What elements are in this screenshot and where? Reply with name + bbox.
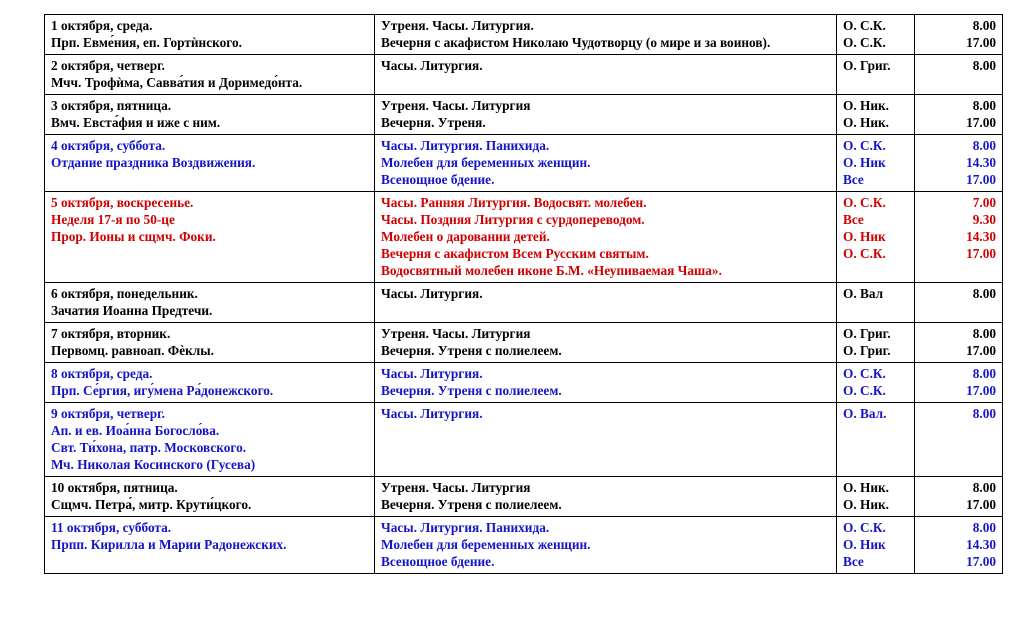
time-line: 9.30 [972,212,996,228]
services-cell [375,135,837,192]
time-cell [915,135,1003,192]
table-row [45,363,1003,403]
services-cell [375,323,837,363]
table-row [45,55,1003,95]
priest-cell [837,192,915,283]
date-line: Прор. Ионы и сщмч. Фоки. [51,229,216,245]
date-line: Прп. Евме́ния, еп. Гортѝнского. [51,35,242,51]
date-cell [45,517,375,574]
priest-cell [837,323,915,363]
time-cell [915,517,1003,574]
schedule-table [44,14,1003,574]
priest-line: О. Ник [843,229,886,245]
date-cell [45,55,375,95]
date-line: Сщмч. Петра́, митр. Крути́цкого. [51,497,252,513]
priest-cell [837,283,915,323]
table-row [45,283,1003,323]
time-line: 17.00 [966,246,996,262]
priest-line: О. С.К. [843,35,886,51]
priest-line: О. С.К. [843,520,886,536]
service-line: Вечерня с акафистом Всем Русским святым. [381,246,649,262]
service-line: Водосвятный молебен иконе Б.М. «Неупиваемая Чаша». [381,263,722,279]
service-line: Часы. Литургия. Панихида. [381,138,550,154]
priest-line: О. С.К. [843,18,886,33]
date-line: 1 октября, среда. [51,18,153,33]
time-cell [915,15,1003,55]
services-cell [375,517,837,574]
time-line: 8.00 [972,520,996,536]
date-line: Зачатия Иоанна Предтечи. [51,303,213,319]
date-line: Свт. Ти́хона, патр. Московского. [51,440,247,456]
date-cell [45,135,375,192]
service-line: Утреня. Часы. Литургия. [381,18,534,33]
priest-line: О. Ник. [843,480,889,496]
priest-line: О. Вал [843,286,884,302]
service-line: Часы. Литургия. [381,366,483,382]
time-line: 8.00 [972,286,996,302]
table-row [45,323,1003,363]
time-line: 8.00 [972,58,996,74]
table-row [45,192,1003,283]
time-cell [915,95,1003,135]
services-cell [375,363,837,403]
date-cell [45,15,375,55]
time-line: 8.00 [972,406,996,422]
priest-line: О. Ник. [843,115,889,131]
time-line: 17.00 [966,115,996,131]
table-row [45,95,1003,135]
date-line: 8 октября, среда. [51,366,153,382]
table-row [45,477,1003,517]
time-line: 7.00 [972,195,996,211]
priest-line: О. С.К. [843,366,886,382]
date-line: Ап. и ев. Иоа́нна Богосло́ва. [51,423,220,439]
service-line: Вечерня с акафистом Николаю Чудотворцу (о мире и за воинов). [381,35,771,51]
priest-line: О. С.К. [843,138,886,154]
service-line: Часы. Ранняя Литургия. Водосвят. молебен. [381,195,647,211]
time-line: 8.00 [972,138,996,154]
table-row [45,517,1003,574]
date-line: Неделя 17-я по 50-це [51,212,175,228]
time-cell [915,55,1003,95]
table-row [45,15,1003,55]
time-line: 8.00 [972,366,996,382]
service-line: Молебен о даровании детей. [381,229,550,245]
priest-line: Все [843,554,864,570]
priest-cell [837,403,915,477]
date-cell [45,95,375,135]
priest-line: О. Ник [843,155,886,171]
time-cell [915,363,1003,403]
date-line: 11 октября, суббота. [51,520,172,536]
time-line: 17.00 [966,383,996,399]
priest-line: О. Ник. [843,98,889,114]
service-line: Часы. Литургия. [381,286,483,302]
date-cell [45,363,375,403]
time-line: 17.00 [966,35,996,51]
time-line: 14.30 [966,229,996,245]
date-line: 5 октября, воскресенье. [51,195,194,211]
date-line: 10 октября, пятница. [51,480,178,496]
service-line: Утреня. Часы. Литургия [381,480,531,496]
date-line: Вмч. Евста́фия и иже с ним. [51,115,221,131]
date-line: Мч. Николая Косинского (Гусева) [51,457,256,473]
date-line: 4 октября, суббота. [51,138,166,154]
service-line: Молебен для беременных женщин. [381,537,591,553]
date-line: Отдание праздника Воздвижения. [51,155,256,171]
table-row [45,135,1003,192]
service-line: Вечерня. Утреня. [381,115,486,131]
time-line: 8.00 [972,18,996,33]
service-line: Часы. Литургия. [381,406,483,422]
service-line: Вечерня. Утреня с полиелеем. [381,383,562,399]
priest-line: Все [843,212,864,228]
time-cell [915,192,1003,283]
service-line: Часы. Поздняя Литургия с сурдопереводом. [381,212,645,228]
priest-line: О. Ник. [843,497,889,513]
priest-cell [837,95,915,135]
priest-line: О. Вал. [843,406,887,422]
time-line: 8.00 [972,98,996,114]
services-cell [375,477,837,517]
services-cell [375,403,837,477]
services-cell [375,15,837,55]
time-cell [915,283,1003,323]
time-line: 17.00 [966,172,996,188]
services-cell [375,55,837,95]
service-line: Часы. Литургия. [381,58,483,74]
priest-line: Все [843,172,864,188]
date-cell [45,323,375,363]
priest-line: О. С.К. [843,246,886,262]
time-cell [915,403,1003,477]
date-line: Первомц. равноап. Фѐклы. [51,343,214,359]
priest-line: О. Григ. [843,343,891,359]
services-cell [375,283,837,323]
date-line: Прп. Се́ргия, игу́мена Ра́донежского. [51,383,274,399]
date-cell [45,477,375,517]
priest-line: О. С.К. [843,195,886,211]
time-line: 8.00 [972,480,996,496]
service-line: Всенощное бдение. [381,172,495,188]
priest-line: О. Григ. [843,58,891,74]
table-row [45,403,1003,477]
date-cell [45,403,375,477]
priest-cell [837,55,915,95]
time-line: 8.00 [972,326,996,342]
date-line: 2 октября, четверг. [51,58,165,74]
date-line: Прпп. Кирилла и Марии Радонежских. [51,537,287,553]
service-line: Утреня. Часы. Литургия [381,326,531,342]
priest-line: О. Ник [843,537,886,553]
priest-cell [837,15,915,55]
services-cell [375,192,837,283]
date-line: 7 октября, вторник. [51,326,171,342]
time-line: 17.00 [966,343,996,359]
time-cell [915,477,1003,517]
service-line: Вечерня. Утреня с полиелеем. [381,497,562,513]
service-line: Вечерня. Утреня с полиелеем. [381,343,562,359]
time-line: 17.00 [966,554,996,570]
time-line: 17.00 [966,497,996,513]
service-line: Всенощное бдение. [381,554,495,570]
priest-cell [837,477,915,517]
priest-line: О. С.К. [843,383,886,399]
services-cell [375,95,837,135]
date-line: 3 октября, пятница. [51,98,172,114]
time-line: 14.30 [966,155,996,171]
priest-line: О. Григ. [843,326,891,342]
service-line: Утреня. Часы. Литургия [381,98,531,114]
service-line: Молебен для беременных женщин. [381,155,591,171]
date-cell [45,192,375,283]
priest-cell [837,363,915,403]
priest-cell [837,517,915,574]
date-line: Мчч. Трофѝма, Савва́тия и Доримедо́нта. [51,75,303,91]
priest-cell [837,135,915,192]
time-line: 14.30 [966,537,996,553]
date-cell [45,283,375,323]
service-line: Часы. Литургия. Панихида. [381,520,550,536]
date-line: 9 октября, четверг. [51,406,165,422]
time-cell [915,323,1003,363]
date-line: 6 октября, понедельник. [51,286,198,302]
